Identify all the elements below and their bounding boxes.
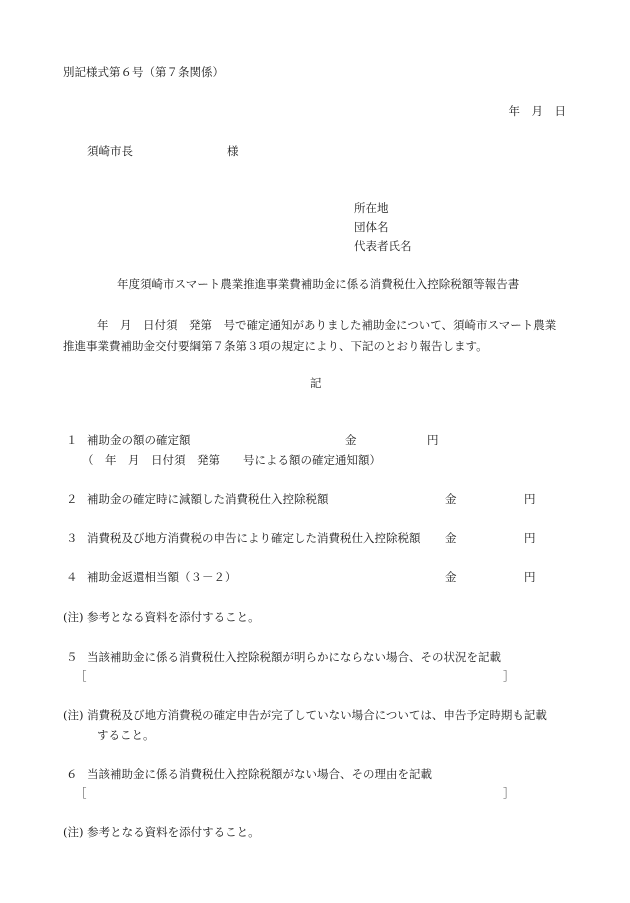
item-1-kin: 金 [345,433,357,447]
note-3: (注) 参考となる資料を添付すること。 [63,825,260,839]
item-3-number: ３ [66,531,78,545]
item-5-label: 当該補助金に係る消費税仕入控除税額が明らかにならない場合、その状況を記載 [87,650,501,664]
note-2-line-2: すること。 [97,728,155,742]
item-1-sub: （ 年 月 日付須 発第 号による額の確定通知額） [82,453,381,467]
date-line: 年 月 日 [508,104,566,118]
item-2-kin: 金 [445,492,457,506]
note-1: (注) 参考となる資料を添付すること。 [63,610,260,624]
item-5-number: ５ [66,650,78,664]
item-2-number: ２ [66,492,78,506]
item-6-label: 当該補助金に係る消費税仕入控除税額がない場合、その理由を記載 [87,767,432,781]
item-2-label: 補助金の確定時に減額した消費税仕入控除税額 [87,492,329,506]
item-5-bracket-open: ［ [75,669,87,683]
item-6-bracket-open: ［ [75,786,87,800]
item-1-number: １ [66,433,78,447]
addressee-name: 須崎市長 [87,144,133,158]
document-title: 年度須崎市スマート農業推進事業費補助金に係る消費税仕入控除税額等報告書 [117,277,520,291]
item-4-yen: 円 [524,570,536,584]
item-2-yen: 円 [524,492,536,506]
body-line-1: 年 月 日付須 発第 号で確定通知がありました補助金について、須崎市スマート農業 [97,318,557,332]
form-label: 別記様式第６号（第７条関係） [63,65,224,79]
item-3-label: 消費税及び地方消費税の申告により確定した消費税仕入控除税額 [87,531,421,545]
note-2-line-1: (注) 消費税及び地方消費税の確定申告が完了していない場合については、申告予定時期も記載 [63,708,547,722]
item-4-label: 補助金返還相当額（３－２） [87,570,237,584]
item-1-label: 補助金の額の確定額 [87,433,191,447]
item-6-number: ６ [66,767,78,781]
item-5-bracket-close: ］ [503,669,515,683]
item-3-kin: 金 [445,531,457,545]
item-4-kin: 金 [445,570,457,584]
body-line-2: 推進事業費補助金交付要綱第７条第３項の規定により、下記のとおり報告します。 [63,339,488,353]
item-4-number: ４ [66,570,78,584]
applicant-rep-label: 代表者氏名 [354,239,412,253]
ki-heading: 記 [310,376,322,390]
addressee-honorific: 様 [227,144,239,158]
item-3-yen: 円 [524,531,536,545]
item-6-bracket-close: ］ [503,786,515,800]
item-1-yen: 円 [427,433,439,447]
applicant-org-label: 団体名 [354,220,389,234]
applicant-address-label: 所在地 [354,201,389,215]
